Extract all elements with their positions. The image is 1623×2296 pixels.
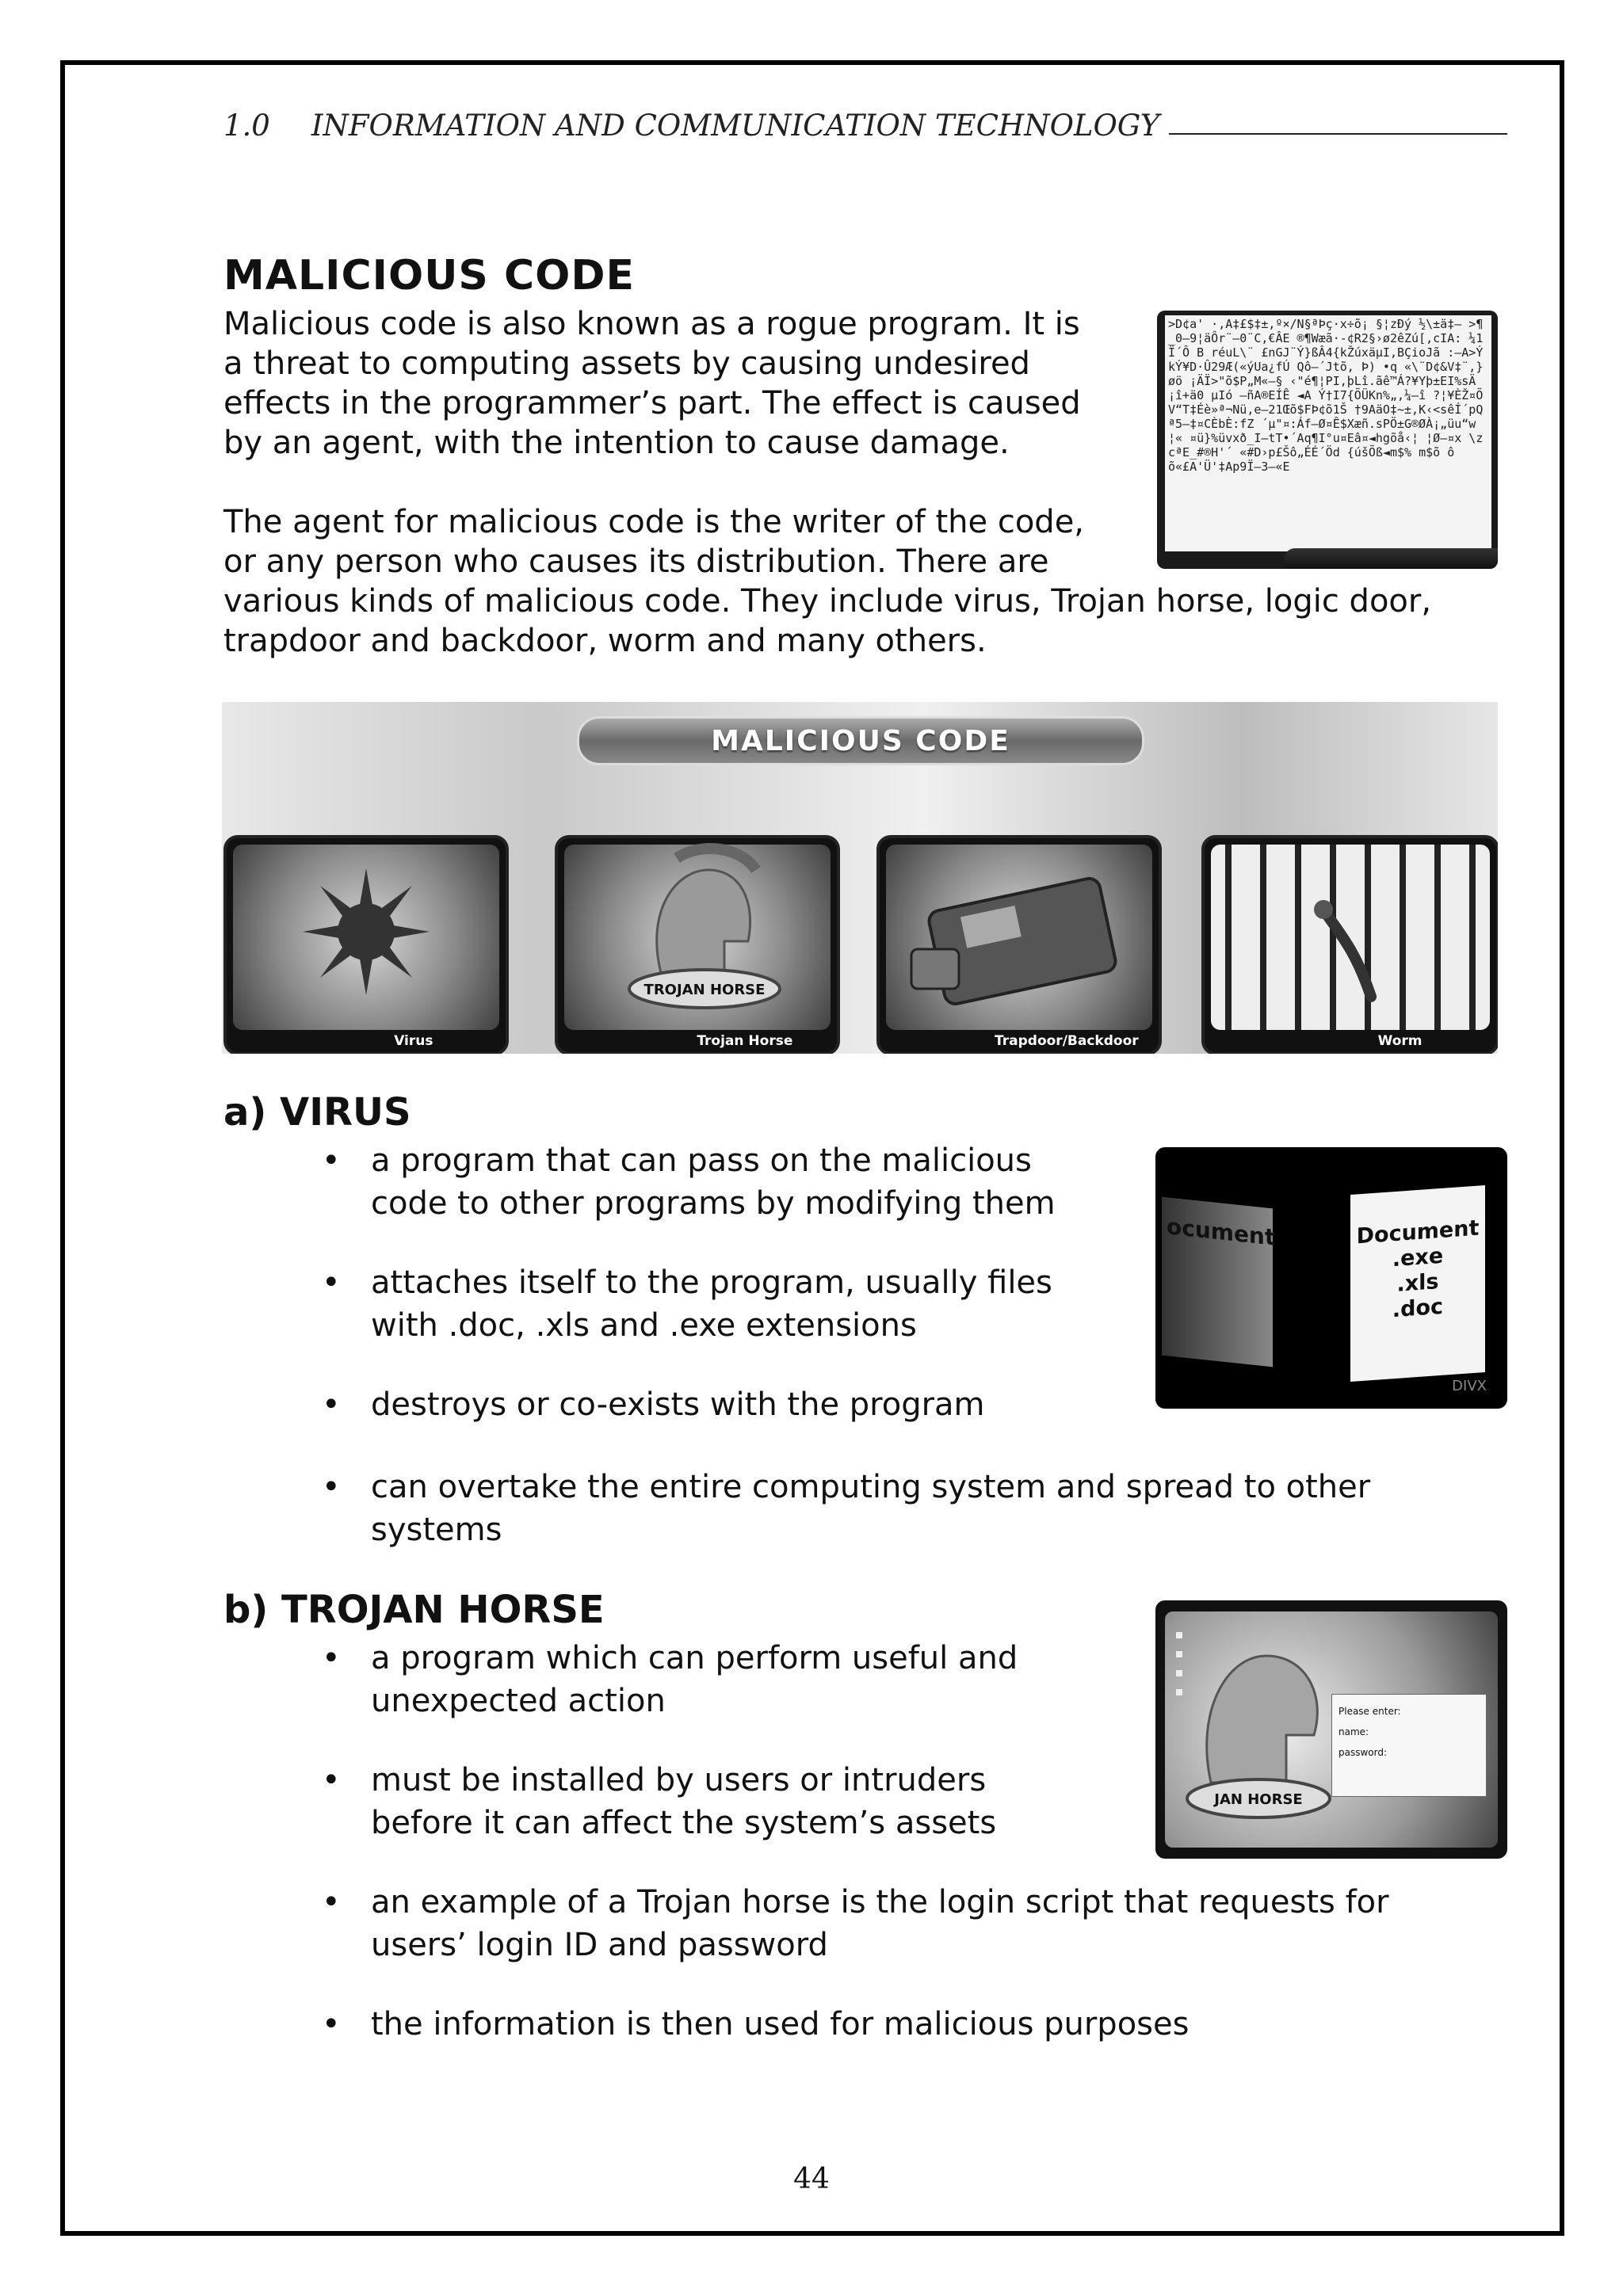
- trojan-bullet: • an example of a Trojan horse is the login script that requests for users’ login ID and password: [371, 1881, 1496, 1966]
- name-label: name:: [1338, 1726, 1369, 1737]
- virus-heading: a) VIRUS: [223, 1090, 411, 1135]
- intro-paragraph-1: [223, 304, 1081, 463]
- section-number: 1.0: [223, 109, 270, 143]
- virus-bullet: • can overtake the entire computing system and spread to other systems: [371, 1466, 1496, 1551]
- intro-line: The agent for malicious code is the writer of the code,: [223, 504, 1085, 540]
- divx-logo: DIVX: [1452, 1378, 1487, 1394]
- document-icon: Document .exe .xls .doc: [1350, 1185, 1485, 1382]
- panel-trojan-horse: [555, 835, 840, 1054]
- intro-line: various kinds of malicious code. They include virus, Trojan horse, logic door,: [223, 583, 1432, 620]
- login-dialog: [1331, 1694, 1487, 1797]
- panel-caption: Virus: [322, 1030, 506, 1052]
- trojan-helmet-icon: [558, 838, 837, 1052]
- panel-caption: Trapdoor/Backdoor: [975, 1030, 1159, 1052]
- code-screen-image: [1157, 311, 1498, 569]
- intro-line: trapdoor and backdoor, worm and many others.: [223, 623, 987, 659]
- trojan-ring-text: JAN HORSE: [1214, 1791, 1303, 1808]
- trojan-heading: b) TROJAN HORSE: [223, 1588, 605, 1632]
- worm-icon: [1205, 838, 1496, 1052]
- page-number: 44: [793, 2163, 830, 2195]
- virus-documents-image: [1155, 1147, 1507, 1409]
- intro-line: Malicious code is also known as a rogue program. It is: [223, 306, 1080, 342]
- malicious-code-banner-image: [222, 702, 1498, 1054]
- page-title: MALICIOUS CODE: [223, 252, 636, 299]
- document-icon: ocument: [1162, 1197, 1273, 1367]
- intro-line: or any person who causes its distribution. There are: [223, 543, 1049, 580]
- intro-line: by an agent, with the intention to cause damage.: [223, 425, 1010, 461]
- intro-line: effects in the programmer’s part. The effect is caused: [223, 385, 1081, 421]
- panel-virus: [223, 835, 509, 1054]
- section-header: [223, 98, 1507, 143]
- trojan-bullet: • a program which can perform useful and unexpected action: [371, 1637, 1496, 1722]
- virus-bullet: • a program that can pass on the malicious code to other programs by modifying them: [371, 1139, 1496, 1225]
- panel-caption: Worm: [1304, 1030, 1496, 1052]
- trojan-login-image: [1155, 1600, 1507, 1859]
- device-icon: [880, 838, 1159, 1052]
- virus-bullet: • attaches itself to the program, usually files with .doc, .xls and .exe extensions: [371, 1261, 1496, 1347]
- code-screen-footer: [1284, 548, 1498, 569]
- code-screen-text: >D¢a' ·,A‡£$‡±,º×/N§ªÞç·x÷õ¡ §¦zÐý ½\±ä‡– >¶_0–9¦äÔr¨–0¨C,€ÂE ®¶Wæã·-¢R2§›ø2êZú[,cIA: ¼1Ï´Ô B réuL\¨ £nGJ¨Ý}ßÂ4{kŽúxäµI‚BÇioJã :–A>ÝkÝ¥D·Û29Æ(«ýUa¿fÚ Qô–´Jtõ, Þ) •q «\¨D¢&V‡¨,}øö ¡ÄÏ>"õ$P„M«–§ ‹"é¶¦PI,þLî.ãê™Á?¥Yþ±EI%sÄ¡î+ä0 µIó –ñA®EÍÊ ◄A Ý†I7{ÕÜKn%„,¼–î ?¦¥ÈŽ¤ÕV“T‡Éè»ª¬Nü,e–21Œõ$FÞ¢õ1Š †9AäO‡~±,K‹<sêÍ´pQª5–‡¤CÈbÈ:fZ ´µ"¤:Áf–Ø¤Ê$Xæñ.sPÖ±G®ØÀ¡„üu“w¦« ¤ü}%üvxð_I–tT•´Aq¶I°u¤Eâ¤◄hgõå‹¦ ¦Ø–¤x \zcªE_#®H'´ «#D›p£Šô„ÉÉ´Öd {úšÕß◄m$% m$õ ôõ«£A'Ü'‡Ap9Ï–3–«E: [1165, 315, 1491, 551]
- trojan-ring-text: TROJAN HORSE: [643, 982, 766, 998]
- password-label: password:: [1338, 1747, 1388, 1758]
- panel-trapdoor-backdoor: [876, 835, 1162, 1054]
- login-prompt: Please enter:: [1338, 1706, 1401, 1717]
- trojan-bullet: • the information is then used for malicious purposes: [371, 2003, 1496, 2046]
- intro-line: a threat to computing assets by causing undesired: [223, 345, 1030, 382]
- virus-bullet: • destroys or co-exists with the program: [371, 1383, 1496, 1426]
- banner-title: MALICIOUS CODE: [577, 716, 1144, 765]
- panel-caption: Trojan Horse: [653, 1030, 837, 1052]
- header-rule: [1169, 133, 1507, 135]
- section-title: INFORMATION AND COMMUNICATION TECHNOLOGY: [311, 109, 1160, 143]
- virus-icon: [227, 838, 506, 1052]
- trojan-bullet: • must be installed by users or intruders before it can affect the system’s assets: [371, 1759, 1496, 1844]
- panel-worm: [1201, 835, 1498, 1054]
